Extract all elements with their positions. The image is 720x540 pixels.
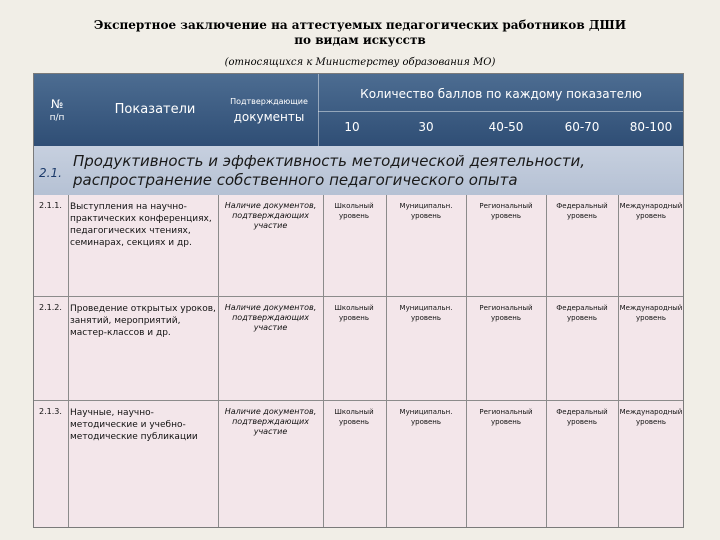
table-header (33, 73, 684, 146)
row-level-2: Муниципальн. уровень (399, 408, 453, 426)
row-level-4: Федеральный уровень (556, 304, 608, 322)
column-indicators: Показатели (114, 102, 196, 117)
header-divider (318, 73, 319, 146)
row-level-2: Муниципальн. уровень (399, 202, 453, 220)
section-title: Продуктивность и эффективность методической деятельности, распространение собственного педагогического опыта (73, 152, 585, 189)
row-level-5: Международный уровень (619, 408, 683, 426)
row-doc: Наличие документов, подтверждающих участие (224, 407, 317, 436)
assessment-table (33, 73, 684, 528)
table-row (33, 195, 684, 297)
row-level-2: Муниципальн. уровень (399, 304, 453, 322)
row-level-3: Региональный уровень (479, 408, 533, 426)
score-col-1: 10 (344, 120, 360, 134)
row-indicator: Выступления на научно-практических конференциях, педагогических чтениях, семинарах, секциях и др. (70, 202, 212, 248)
row-level-4: Федеральный уровень (556, 202, 608, 220)
row-num: 2.1.2. (39, 303, 62, 312)
grid-line (546, 195, 547, 528)
row-num: 2.1.1. (39, 201, 62, 210)
row-indicator: Проведение открытых уроков, занятий, мероприятий, мастер-классов и др. (70, 304, 216, 338)
page-subtitle: (относящихся к Министерству образования МО) (224, 57, 496, 68)
row-num: 2.1.3. (39, 407, 62, 416)
table-row (33, 401, 684, 528)
header-divider (318, 111, 684, 112)
column-num: № (50, 97, 64, 111)
row-indicator: Научные, научно-методические и учебно-методические публикации (70, 408, 198, 442)
row-level-3: Региональный уровень (479, 202, 533, 220)
score-col-2: 30 (418, 120, 434, 134)
grid-line (386, 195, 387, 528)
section-num: 2.1. (39, 166, 62, 180)
row-level-5: Международный уровень (619, 202, 683, 220)
score-col-3: 40-50 (488, 120, 524, 134)
page-title (0, 18, 720, 48)
grid-line (466, 195, 467, 528)
column-score-title: Количество баллов по каждому показателю (360, 87, 642, 101)
title-line-2: по видам искусств (294, 33, 426, 47)
title-line-1: Экспертное заключение на аттестуемых педагогических работников ДШИ (93, 18, 627, 32)
grid-line (323, 195, 324, 528)
column-docs: документы (233, 110, 305, 124)
row-doc: Наличие документов, подтверждающих участие (224, 303, 317, 332)
row-level-1: Школьный уровень (334, 304, 374, 322)
grid-line (618, 195, 619, 528)
grid-line (68, 195, 69, 528)
row-doc: Наличие документов, подтверждающих участие (224, 201, 317, 230)
column-num-sub: п/п (49, 113, 65, 123)
row-level-1: Школьный уровень (334, 408, 374, 426)
score-col-5: 80-100 (629, 120, 673, 134)
column-docs-small: Подтверждающие (230, 97, 308, 106)
row-level-5: Международный уровень (619, 304, 683, 322)
section-row (33, 146, 684, 196)
row-level-3: Региональный уровень (479, 304, 533, 322)
table-row (33, 297, 684, 401)
score-col-4: 60-70 (564, 120, 600, 134)
row-level-4: Федеральный уровень (556, 408, 608, 426)
row-level-1: Школьный уровень (334, 202, 374, 220)
grid-line (218, 195, 219, 528)
